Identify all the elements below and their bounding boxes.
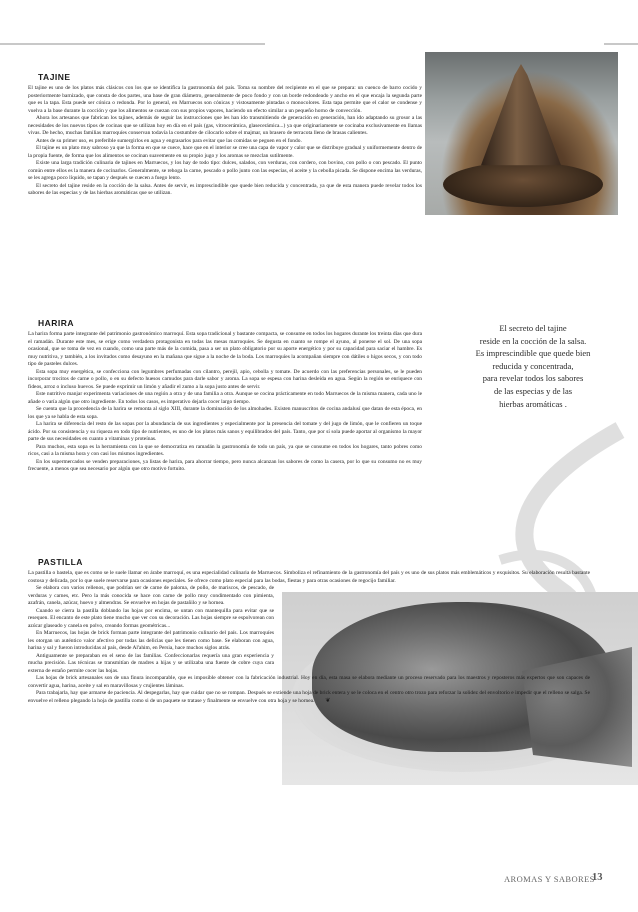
pull-quote-line: reside en la cocción de la salsa.	[479, 335, 587, 346]
top-rule-left	[0, 43, 265, 45]
footer-section-label: AROMAS Y SABORES	[504, 874, 595, 884]
pull-quote-line: El secreto del tajine	[499, 323, 567, 333]
pastilla-paragraph	[28, 690, 590, 705]
tajine-section	[28, 72, 422, 198]
pull-quote-line: Es imprescindible que quede bien	[475, 348, 591, 359]
tajine-paragraph: Antes de su primer uso, es preferible sumergirlos en agua y engrasarlos para evitar que las comidas se peguen en el fondo.	[36, 137, 302, 144]
harira-paragraph: Para muchos, esta sopa es la herramienta con la que se democratiza en ramadán la gastronomía de todo un país, ya que se consume en todos los hogares, tanto pobres como ricos, casi a la misma hora y con casi los mismos ingredientes.	[28, 443, 422, 457]
page-number: 13	[592, 872, 603, 883]
pastilla-narrow-column	[28, 585, 274, 675]
tajine-paragraph: El secreto del tajine reside en la cocción de la salsa. Antes de servir, es imprescindible que quede bien reducida y concentrada, ya que de esta manera puede revelar todos los sabores de las especias y de las hierbas aromáticas que se utilizan.	[28, 182, 422, 196]
end-ornament-icon: ❦	[325, 697, 331, 704]
harira-paragraph: La harira se diferencia del resto de las sopas por la abundancia de sus ingredientes y especialmente por la presencia del tomate y del jugo de limón, que le confieren un toque ácido. Por su consistencia y su riqueza en todo tipo de nutrientes, es uno de los platos más sanos y equilibrados del país. Tanto, que por sí sola puede aportar al organismo la mayor parte de sus necesidades en cuanto a vitaminas y proteínas.	[28, 421, 422, 442]
pastilla-paragraph: Cuando se cierra la pastilla doblando las hojas por encima, se untan con mantequilla para evitar que se resequen. El encanto de este plato tiene mucho que ver con su decoración. Las hojas siempre se espolvorean con azúcar glaseado y canela en polvo, creando formas geométricas...	[28, 607, 274, 629]
tajine-paragraph: El tajine es un plato muy sabroso ya que la forma en que se cuece, hace que en el interior se cree una capa de vapor y calor que se distribuye gradual y uniformemente dentro de la propia fuente, de forma que los alimentos se cocinan suavemente en su propio jugo y los aromas se mezclan sutilmente.	[28, 145, 422, 159]
pull-quote-line: para revelar todos los sabores	[482, 373, 584, 384]
pastilla-paragraph: Antiguamente se preparaban en el seno de las familias. Confeccionarlas requería una gran experiencia y mucha precisión. Las técnicas se transmitían de madres a hijas y se utilizaba una fuente de cobre cuya cara externa de estaño permite cocer las hojas.	[28, 652, 274, 674]
harira-paragraph: Este nutritivo manjar experimenta variaciones de una región a otra y de una familia a otra. Aunque se cocina prácticamente en todo Marruecos de la misma manera, cada uno le añade o varía algún que otro ingrediente. En todos los casos, es imperativo dejarla cocer largo tiempo.	[28, 391, 422, 405]
pastilla-paragraph: Las hojas de brick artesanales son de una finura incomparable, que es imposible obtener con la fabricación industrial. Hoy en día, esta masa se elabora mediante un proceso reservado para los maestros y reposteros más expertos que son capaces de convertir agua, harina, aceite y sal en maravillosas y crujientes láminas.	[28, 675, 590, 689]
harira-title: HARIRA	[38, 318, 75, 328]
tajine-base-shape	[443, 162, 603, 207]
pastilla-paragraph: Se elabora con varios rellenos, que podrían ser de carne de paloma, de pollo, de mariscos, de pescado, de verduras y carnes, etc. Pero la más conocida se hace con carne de pollo muy condimentado con pimienta, azafrán, canela, azúcar, huevo y almendras. Se envuelve en hojas de pastañilo y se hornea.	[28, 585, 274, 606]
pull-quote-line: hierbas aromáticas .	[499, 398, 567, 409]
pastilla-section	[28, 557, 590, 705]
pull-quote	[445, 322, 621, 410]
harira-paragraph: En los supermercados se venden preparaciones, ya listas de harira, para ahorrar tiempo, pero nunca alcanzan los sabores de como la casera, por lo que su consumo no es muy frecuente, a menos que sea necesario por algún que otro motivo fortuito.	[28, 458, 422, 472]
harira-paragraph: La harira forma parte integrante del patrimonio gastronómico marroquí. Esta sopa tradicional y bastante compacta, se consume en todos los hogares durante los treinta días que dura el ramadán. Durante este mes, se erige como verdadera protagonista en todas las mesas marroquíes. Se degusta en cuanto se rompe el ayuno, al ponerse el sol. De una sopa ocasional, que se toma de vez en cuando, como una parte más de la comida, pasa a ser un plato obligatorio por su aporte energético y por su capacidad para saciar el hambre. Es muy nutritiva, y también, a los invitados como desayuno en la mañana que sigue a la noche de la boda. Los marroquíes la acompañan siempre con dátiles o higos secos, y con todo tipo de pasteles dulces.	[28, 331, 422, 367]
tajine-paragraph: Existe una larga tradición culinaria de tajines en Marruecos, y los hay de todo tipo: dulces, salados, con verduras, con cordero, con bovino, con pollo o con pescado. El punto común entre ellos es la manera de cocinarlos. Generalmente, se rehoga la carne, pescado o pollo junto con las especias, el aceite y la cebolla picada. Se dispone encima las verduras, se les agrega poco líquido, se tapan y después se cuecen a fuego lento.	[28, 160, 422, 181]
pastilla-paragraph: En Marruecos, las hojas de brick forman parte integrante del patrimonio culinario del país. Los marroquíes les otorgan un auténtico valor afectivo por todas las delicias que les tienen como base. Se elaboran con agua, harina y sal y fueron introducidas al país, desde Al'ahim, en Persia, hace muchos siglos atrás.	[28, 630, 274, 651]
harira-paragraph: Se cuenta que la procedencia de la harira se remonta al siglo XIII, durante la dominación de los almohades. Existen manuscritos de cocina andalusí que datan de esta época, en los que ya se habla de esta sopa.	[28, 406, 422, 420]
pull-quote-line: reducida y concentrada,	[492, 360, 574, 371]
tajine-title: TAJINE	[38, 72, 71, 82]
tajine-paragraph: El tajine es uno de los platos más clásicos con los que se identifica la gastronomía del país. Toma su nombre del recipiente en el que se prepara: un cuenco de barro cocido y posteriormente barnizado, que consta de dos partes, una base de gran diámetro, generalmente de poco fondo y con un borde redondeado y ancho en el que encaja la segunda parte que es la tapa. Esta puede ser cónica o redonda. Por lo general, en Marruecos son cónicas y vistosamente pintadas o monocolores. Esta tapa permite que el calor se condense y vuelva a la base durante la cocción y que los alimentos se cuezan con sus propios vapores, haciendo un efecto similar a un pequeño horno de convección.	[28, 85, 422, 114]
harira-paragraph: Esta sopa muy energética, se confecciona con legumbres perfumadas con cilantro, perejil, apio, cebolla y tomate. De acuerdo con las preferencias personales, se le pueden incorporar trocitos de carne o pollo, o en su defecto huesos carnudos para darle sabor y aroma. La sopa se espesa con harina desleída en agua. Según la región se enriquece con fideos, arroz o incluso huevos. Se puede exprimir un limón y añadir el zumo a la sopa justo antes de servir.	[28, 368, 422, 390]
pastilla-last-text: Para trabajarla, hay que armarse de paciencia. Al despegarlas, hay que cuidar que no se rompan. Después se extiende una hoja de brick entera y se le coloca en el centro otro trozo para reforzar la solidez del envoltorio e impedir que el relleno se salga. Se envuelve el relleno plegando la hoja de pastilla como si de un paquete se tratase y finalmente se envuelve con otra hoja y se hornea.	[28, 690, 590, 704]
pastilla-intro: La pastilla o bastela, que es como se le suele llamar en árabe marroquí, es una especialidad culinaria de Marruecos. Simboliza el refinamiento de la gastronomía del país y es uno de sus platos más emblemáticos y exquisitos. Su elaboración resulta bastante costosa y delicada, por lo que suele reservarse para ocasiones especiales. Se ofrece como plato especial para las bodas, fiestas y para otras ocasiones de regocijo familiar.	[28, 570, 590, 584]
tajine-lid-shape	[481, 64, 561, 174]
tajine-paragraph: Ahora los artesanos que fabrican los tajines, además de seguir las instrucciones que les han ido transmitiendo de generación en generación, han ido adaptando su grosor a las necesidades de los nuevos tipos de cocinas que se utilizan hoy en día en el país (gas, vitrocerámica, glasecerámica...) ya que originariamente se cocinaba exclusivamente en llamas vivas. De hecho, muchas familias marroquíes conservan todavía la costumbre de cilocarlo sobre el majmar, un brasero de terracota lleno de brasas calientes.	[28, 115, 422, 136]
top-rule-right	[604, 43, 638, 45]
harira-section	[28, 318, 422, 474]
pastilla-title: PASTILLA	[38, 557, 83, 567]
pull-quote-line: de las especias y de las	[493, 385, 573, 396]
tajine-photo	[425, 52, 618, 215]
